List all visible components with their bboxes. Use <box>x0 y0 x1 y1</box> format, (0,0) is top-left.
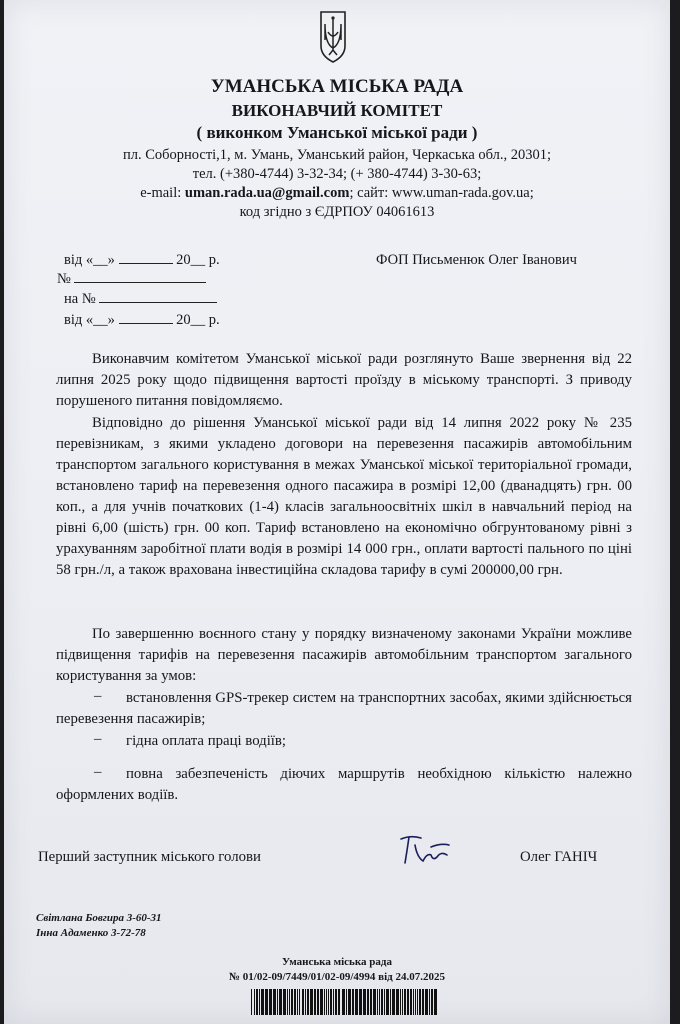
reg-number-blank <box>74 282 206 283</box>
address-line: пл. Соборності,1, м. Умань, Уманський район, Черкаська обл., 20301; <box>122 147 552 163</box>
committee-title: ВИКОНАВЧИЙ КОМІТЕТ <box>231 101 443 120</box>
paragraph-1: Виконавчим комітетом Уманської міської ради розглянуто Ваше звернення від 22 липня 2025 року щодо підвищення вартості проїзду в міському транспорті. З приводу порушеного питання повідомляємо. <box>56 351 632 409</box>
reg-month-blank <box>119 263 173 264</box>
contact-2: Інна Адаменко 3-72-78 <box>36 927 146 939</box>
barcode-icon <box>251 989 437 1015</box>
bullet-mark-2: – <box>94 731 102 747</box>
edrpou-code: код згідно з ЄДРПОУ 04061613 <box>239 204 435 220</box>
signatory-name: Олег ГАНІЧ <box>520 849 598 865</box>
coat-of-arms-icon <box>319 10 347 64</box>
reg-number-label: № <box>57 271 71 287</box>
email-address: uman.rada.ua@gmail.com <box>184 185 350 201</box>
signatory-position: Перший заступник міського голови <box>38 849 261 865</box>
bullet-mark-1: – <box>94 688 102 704</box>
reply-month-blank <box>119 323 173 324</box>
bullet-2: гідна оплата праці водіїв; <box>126 733 287 749</box>
reply-number-blank <box>99 302 217 303</box>
reply-number-field <box>64 291 217 308</box>
paragraph-3: По завершенню воєнного стану у порядку визначеному законами України можливе підвищення тарифів на перевезення пасажирів автомобільним транспортом загального користування за умов: <box>56 626 632 684</box>
stamp-org: Уманська міська рада <box>282 956 392 968</box>
paragraph-2: Відповідно до рішення Уманської міської ради від 14 липня 2022 року № 235 перевізникам, з якими укладено договори на перевезення пасажирів автомобільним транспортом загального користування в межах Уманської міської територіальної громади, встановлено тариф на перевезення одного пасажира в розмірі 12,00 (дванадцять) грн. 00 коп., а для учнів початкових (1-4) класів загальноосвітніх шкіл в навчальний період на рівні 6,00 (шість) грн. 00 коп. Тариф встановлено на економічно обгрунтованому рівні з урахуванням заробітної плати водія в розмірі 14 000 грн., оплати вартості пального по ціні 58 грн./л, а також врахована інвестиційна складова тарифу в сумі 200000,00 грн. <box>56 415 632 578</box>
committee-subtitle: ( виконком Уманської міської ради ) <box>196 123 478 142</box>
recipient: ФОП Письменюк Олег Іванович <box>376 252 577 268</box>
reply-number-label: на № <box>64 291 96 307</box>
bullet-3: повна забезпеченість діючих маршрутів необхідною кількістю належно оформлених водіїв. <box>56 766 632 803</box>
contact-1: Світлана Бовгира 3-60-31 <box>36 912 162 924</box>
reply-date-field <box>64 312 220 329</box>
website: ; сайт: www.uman-rada.gov.ua; <box>349 185 534 201</box>
reg-number-field <box>57 271 206 288</box>
email-site-line <box>4 185 670 202</box>
reg-date-label: від «__» <box>64 252 115 268</box>
bullet-1: встановлення GPS-трекер систем на транспортних засобах, якими здійснюється перевезення пасажирів; <box>56 690 632 727</box>
stamp-reg-number: № 01/02-09/7449/01/02-09/4994 від 24.07.2025 <box>229 971 445 983</box>
reg-date-field <box>64 252 220 269</box>
document-sheet <box>4 0 670 1024</box>
reg-year: 20__ р. <box>176 252 220 268</box>
handwritten-signature <box>397 833 453 867</box>
email-label: e-mail: <box>140 185 182 201</box>
council-title: УМАНСЬКА МІСЬКА РАДА <box>210 76 464 97</box>
reply-date-label: від «__» <box>64 312 115 328</box>
bullet-mark-3: – <box>94 764 102 780</box>
phone-line: тел. (+380-4744) 3-32-34; (+ 380-4744) 3-30-63; <box>192 166 482 182</box>
reply-year: 20__ р. <box>176 312 220 328</box>
